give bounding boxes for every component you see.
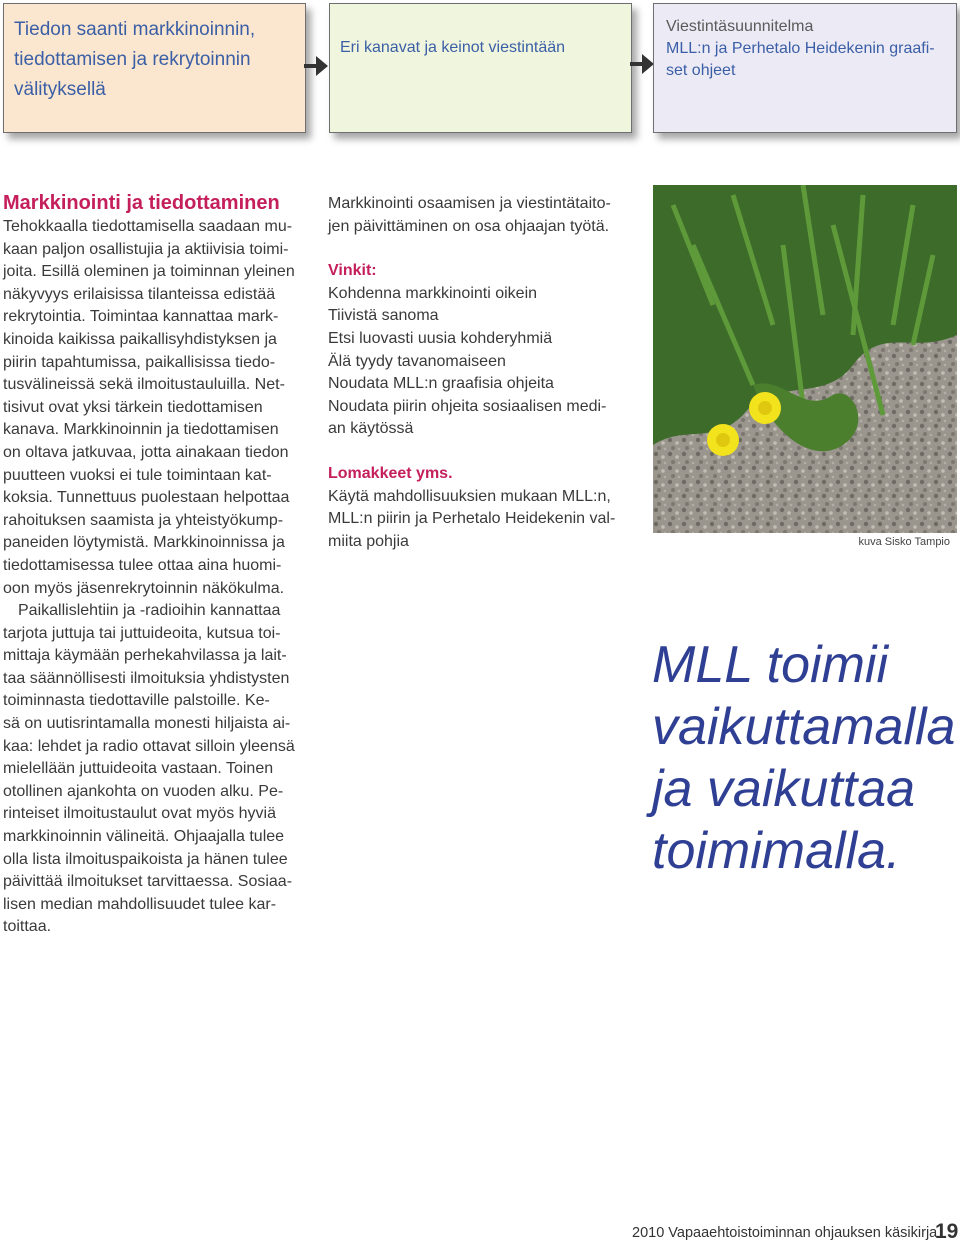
flow-box-title: Viestintäsuunnitelma [666, 18, 814, 35]
text-line: Kohdenna markkinointi oikein [328, 284, 538, 302]
tips-label: Vinkit: [328, 262, 377, 280]
paragraph-marketing [3, 216, 308, 600]
middle-column [328, 193, 628, 553]
page-number: 19 [935, 1220, 959, 1243]
text-line: miita pohjia [328, 532, 409, 550]
text-line: tusvälineissä sekä ilmoitustauluilla. Net- [3, 376, 285, 394]
text-line: rinteiset ilmoitustaulut ovat myös hyviä [3, 805, 276, 823]
text-line: toittaa. [3, 918, 52, 936]
text-line: kaa: lehdet ja radio ottavat silloin yleensä [3, 737, 295, 755]
text-line: markkinoinnin välineitä. Ohjaajalla tulee [3, 828, 285, 846]
text-line: Noudata MLL:n graafisia ohjeita [328, 375, 554, 393]
flow-box-line: set ohjeet [666, 62, 736, 79]
paragraph-local-media [3, 600, 308, 939]
tips-list [328, 283, 628, 441]
flow-box-plan [653, 3, 957, 133]
text-line: Tiivistä sanoma [328, 307, 439, 325]
text-line: Noudata piirin ohjeita sosiaalisen medi- [328, 397, 607, 415]
flow-box-line: välityksellä [14, 79, 106, 100]
text-line: oon myös jäsenrekrytoinnin näkökulma. [3, 579, 285, 597]
slogan-line: vaikuttamalla [652, 698, 956, 756]
text-line: Älä tyydy tavanomaiseen [328, 352, 506, 370]
text-line: rekrytointia. Toimintaa kannattaa mark- [3, 308, 279, 326]
text-line: sä on uutisrintamalla monesti hiljaista ai- [3, 715, 291, 733]
photo-caption: kuva Sisko Tampio [858, 536, 950, 548]
arrow-right-icon [304, 54, 330, 78]
forms-label: Lomakkeet yms. [328, 464, 453, 482]
text-line: mielellään juttuideoita vastaan. Toinen [3, 760, 274, 778]
flow-box-information [3, 3, 306, 133]
text-line: päivittää ilmoitukset tarvittaessa. Sosiaa- [3, 873, 293, 891]
text-line: tisivut ovat yksi tärkein tiedottamisen [3, 398, 263, 416]
footer-title: 2010 Vapaaehtoistoiminnan ohjauksen käsikirja [632, 1225, 938, 1241]
text-line: Etsi luovasti uusia kohderyhmiä [328, 329, 553, 347]
text-line: tarjota juttuja tai juttuideoita, kutsua toi- [3, 624, 281, 642]
page-footer [630, 1220, 960, 1248]
text-line: olla lista ilmoituspaikoista ja hänen tulee [3, 850, 288, 868]
text-line: Paikallislehtiin ja -radioihin kannattaa [18, 602, 281, 620]
text-line: tiedottamisessa tulee ottaa aina huomi- [3, 556, 282, 574]
text-line: näkyvyys erilaisissa tilanteissa edistää [3, 285, 276, 303]
text-line: piirin tapahtumissa, paikallisissa tiedo- [3, 353, 276, 371]
slogan [652, 634, 960, 882]
text-line: koksia. Tunnettuus puolestaan helpottaa [3, 489, 290, 507]
paragraph-intro [328, 193, 628, 238]
text-line: rahoituksen saamista ja yhteistyökump- [3, 511, 284, 529]
text-line: kinoida kaikissa paikallisyhdistyksen ja [3, 330, 277, 348]
flow-box-line: Tiedon saanti markkinoinnin, [14, 19, 256, 40]
text-line: mittaja käymään perhekahvilassa ja lait- [3, 647, 287, 665]
text-line: taa säännöllisesti ilmoituksia yhdistysten [3, 669, 290, 687]
flow-box-line: MLL:n ja Perhetalo Heidekenin graafi- [666, 40, 935, 57]
text-line: on oltava jatkuvaa, jotta ainakaan tiedon [3, 443, 289, 461]
flow-box-label: Eri kanavat ja keinot viestintään [340, 39, 566, 56]
dandelion-photo [653, 185, 957, 533]
text-line: an käytössä [328, 420, 414, 438]
section-heading: Markkinointi ja tiedottaminen [3, 192, 280, 214]
left-column [3, 190, 308, 939]
text-line: toiminnasta tiedottaville palstoille. Ke- [3, 692, 270, 710]
text-line: MLL:n piirin ja Perhetalo Heidekenin val- [328, 510, 616, 528]
slogan-line: ja vaikuttaa [652, 760, 916, 818]
forms-paragraph [328, 486, 628, 554]
flow-box-line: tiedottamisen ja rekrytoinnin [14, 49, 251, 70]
text-line: paneiden löytymistä. Markkinoinnissa ja [3, 534, 285, 552]
slogan-line: MLL toimii [652, 636, 889, 694]
text-line: jen päivittäminen on osa ohjaajan työtä. [328, 217, 610, 235]
text-line: lisen median mahdollisuudet tulee kar- [3, 895, 277, 913]
text-line: puutteen vuoksi ei tule toimintaan kat- [3, 466, 272, 484]
text-line: kanava. Markkinoinnin ja tiedottamisen [3, 421, 279, 439]
text-line: Tehokkaalla tiedottamisella saadaan mu- [3, 218, 293, 235]
flow-box-channels [329, 3, 632, 133]
text-line: Markkinointi osaamisen ja viestintätaito- [328, 195, 611, 212]
text-line: Käytä mahdollisuuksien mukaan MLL:n, [328, 487, 611, 505]
text-line: joita. Esillä oleminen ja toiminnan yleinen [3, 263, 295, 281]
slogan-line: toimimalla. [652, 822, 901, 880]
text-line: kaan paljon osallistujia ja aktiivisia toimi- [3, 240, 289, 258]
text-line: otollinen ajankohta on vuoden alku. Pe- [3, 782, 284, 800]
